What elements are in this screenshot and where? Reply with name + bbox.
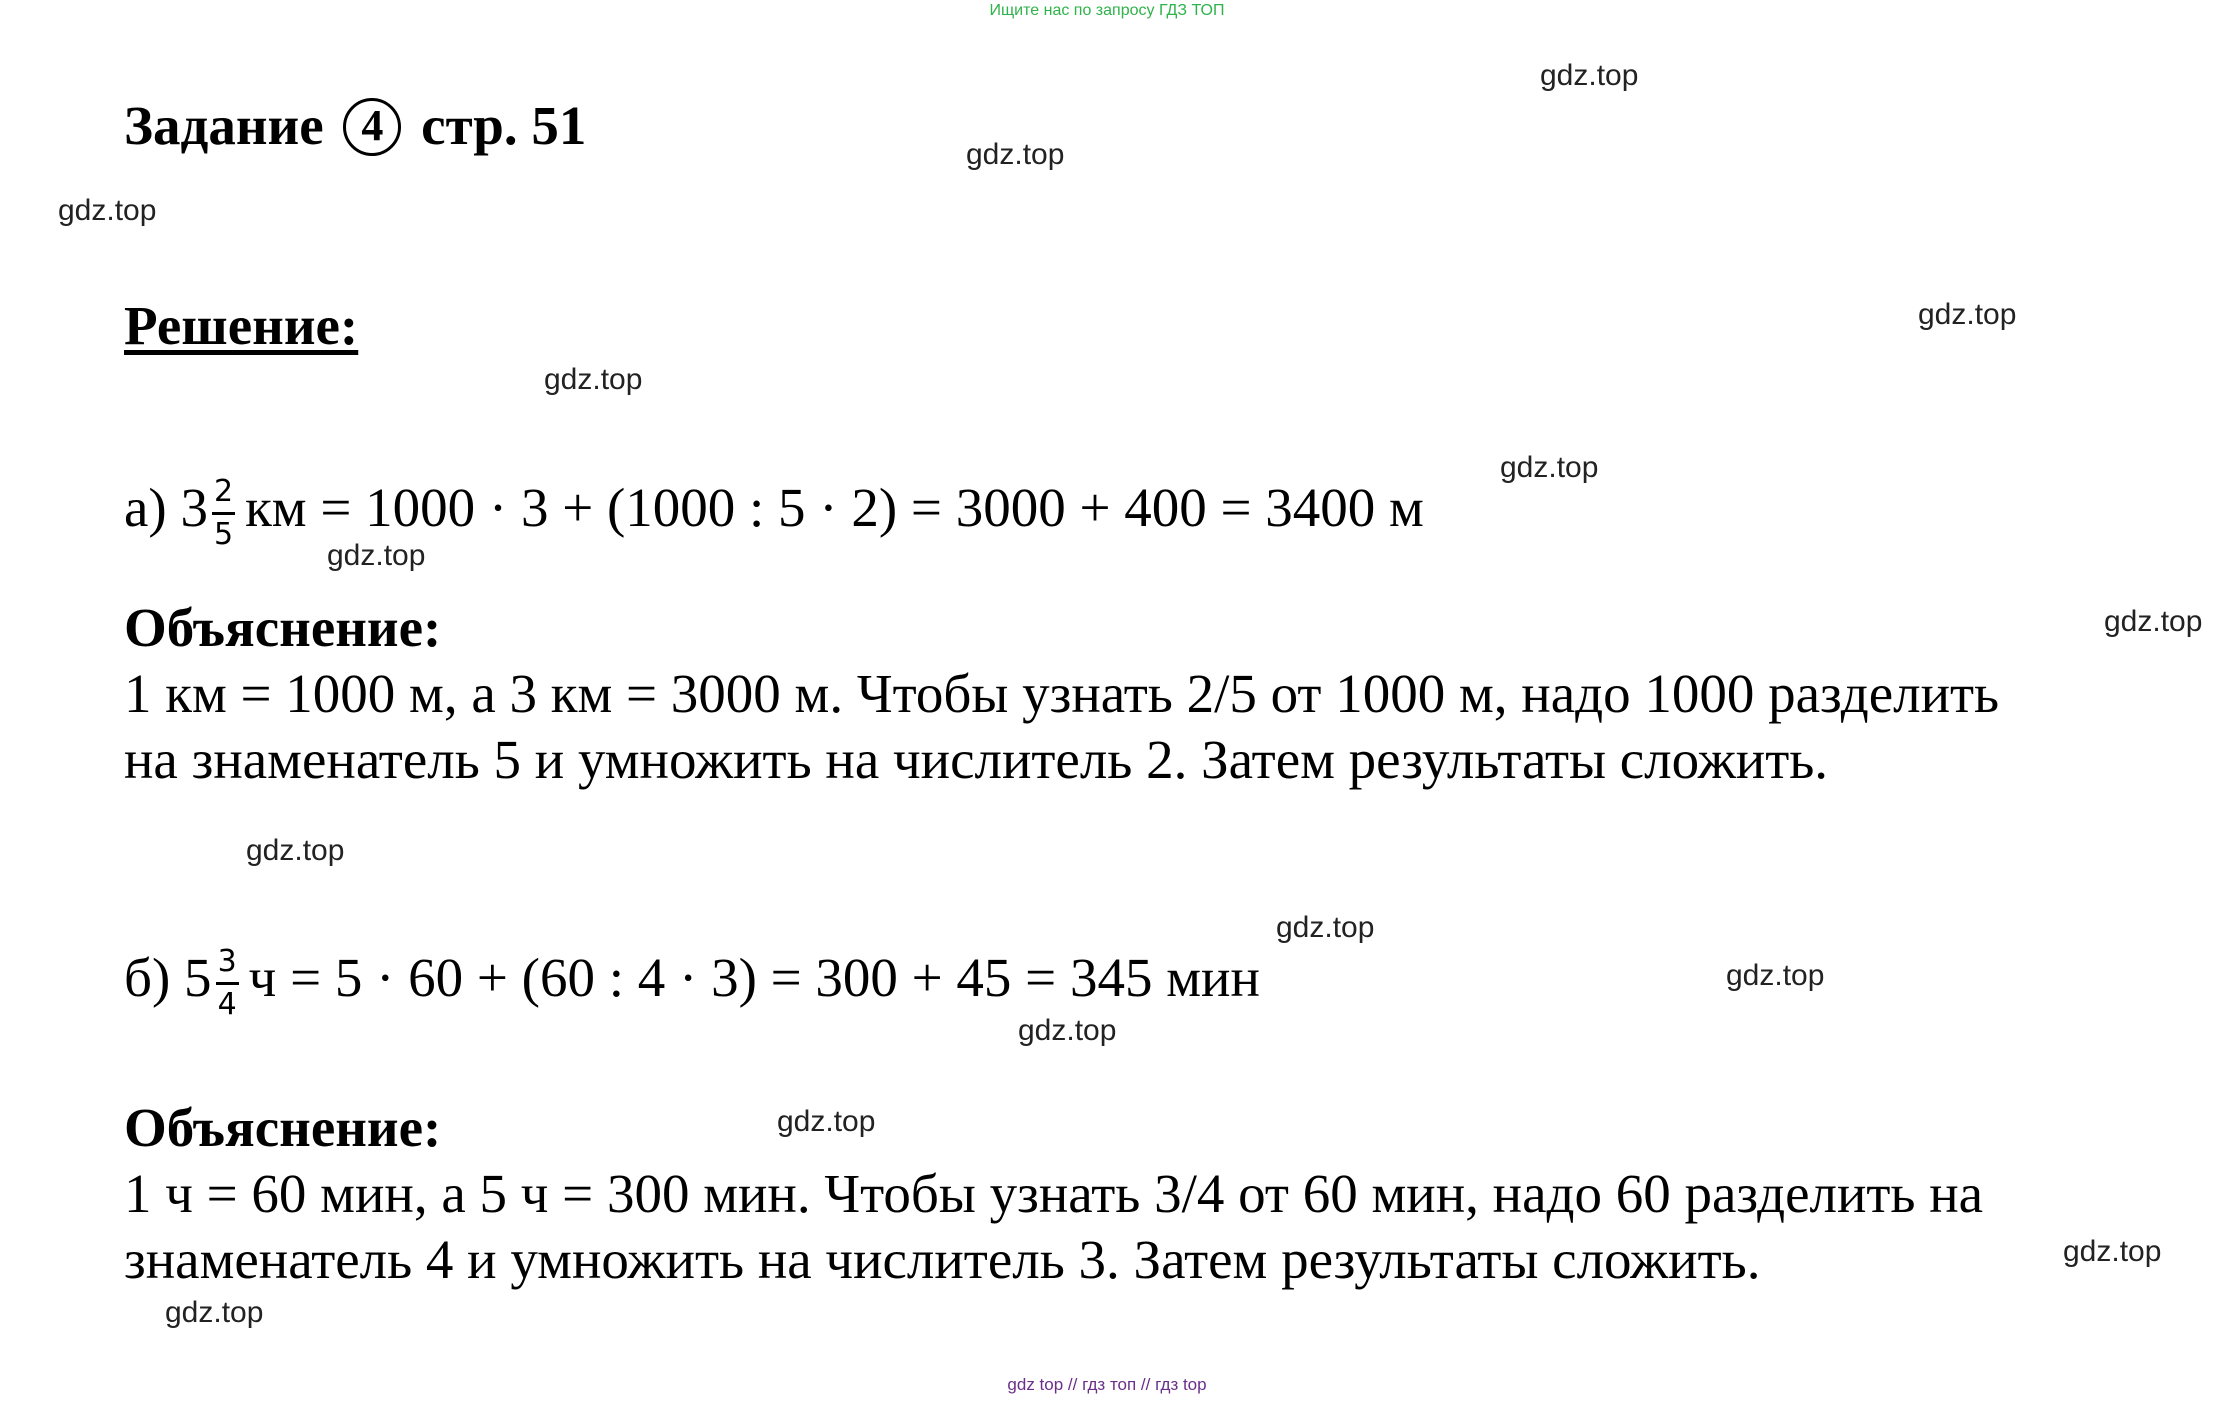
watermark: gdz.top xyxy=(1726,959,1825,992)
watermark: gdz.top xyxy=(1918,298,2017,331)
explanation-a-heading: Объяснение: xyxy=(124,597,442,658)
watermark: gdz.top xyxy=(2104,605,2203,638)
watermark: gdz.top xyxy=(2063,1235,2162,1268)
explanation-a-line: на знаменатель 5 и умножить на числитель 2. Затем результаты сложить. xyxy=(124,729,1829,790)
task-title-prefix: Задание xyxy=(124,95,324,156)
equation-b-prefix: б) 5 xyxy=(124,947,212,1008)
equation-a-rest: км = 1000 · 3 + (1000 : 5 · 2) = 3000 + 400 = 3400 м xyxy=(245,477,1424,538)
task-title-page: стр. 51 xyxy=(421,95,587,156)
equation-b xyxy=(124,938,1260,1023)
solution-heading: Решение: xyxy=(124,295,359,356)
explanation-b-heading: Объяснение: xyxy=(124,1097,442,1158)
equation-a-prefix: а) 3 xyxy=(124,477,208,538)
watermark: gdz.top xyxy=(1018,1014,1117,1047)
fraction-a-denominator: 5 xyxy=(213,516,234,552)
fraction-a xyxy=(212,474,235,553)
equation-a xyxy=(124,468,1424,553)
watermark: gdz.top xyxy=(777,1105,876,1138)
footer: gdz top // гдз топ // гдз top xyxy=(1007,1375,1207,1394)
fraction-b xyxy=(216,944,239,1023)
equation-b-rest: ч = 5 · 60 + (60 : 4 · 3) = 300 + 45 = 345 мин xyxy=(248,947,1260,1008)
top-banner: Ищите нас по запросу ГДЗ ТОП xyxy=(989,2,1225,19)
explanation-b-line: знаменатель 4 и умножить на числитель 3. Затем результаты сложить. xyxy=(124,1229,1761,1290)
watermark: gdz.top xyxy=(58,194,157,227)
watermark: gdz.top xyxy=(1500,451,1599,484)
watermark: gdz.top xyxy=(165,1296,264,1329)
explanation-b-line: 1 ч = 60 мин, а 5 ч = 300 мин. Чтобы узнать 3/4 от 60 мин, надо 60 разделить на xyxy=(124,1163,1984,1224)
watermark: gdz.top xyxy=(966,138,1065,171)
watermark: gdz.top xyxy=(1540,59,1639,92)
watermark: gdz.top xyxy=(327,539,426,572)
fraction-b-denominator: 4 xyxy=(217,986,237,1022)
watermark: gdz.top xyxy=(1276,911,1375,944)
task-number-circle: 4 xyxy=(343,98,401,156)
watermark: gdz.top xyxy=(246,834,345,867)
task-title xyxy=(124,86,586,166)
explanation-a-line: 1 км = 1000 м, а 3 км = 3000 м. Чтобы узнать 2/5 от 1000 м, надо 1000 разделить xyxy=(124,663,2000,724)
fraction-a-numerator: 2 xyxy=(212,474,235,515)
fraction-b-numerator: 3 xyxy=(216,944,239,985)
watermark: gdz.top xyxy=(544,363,643,396)
